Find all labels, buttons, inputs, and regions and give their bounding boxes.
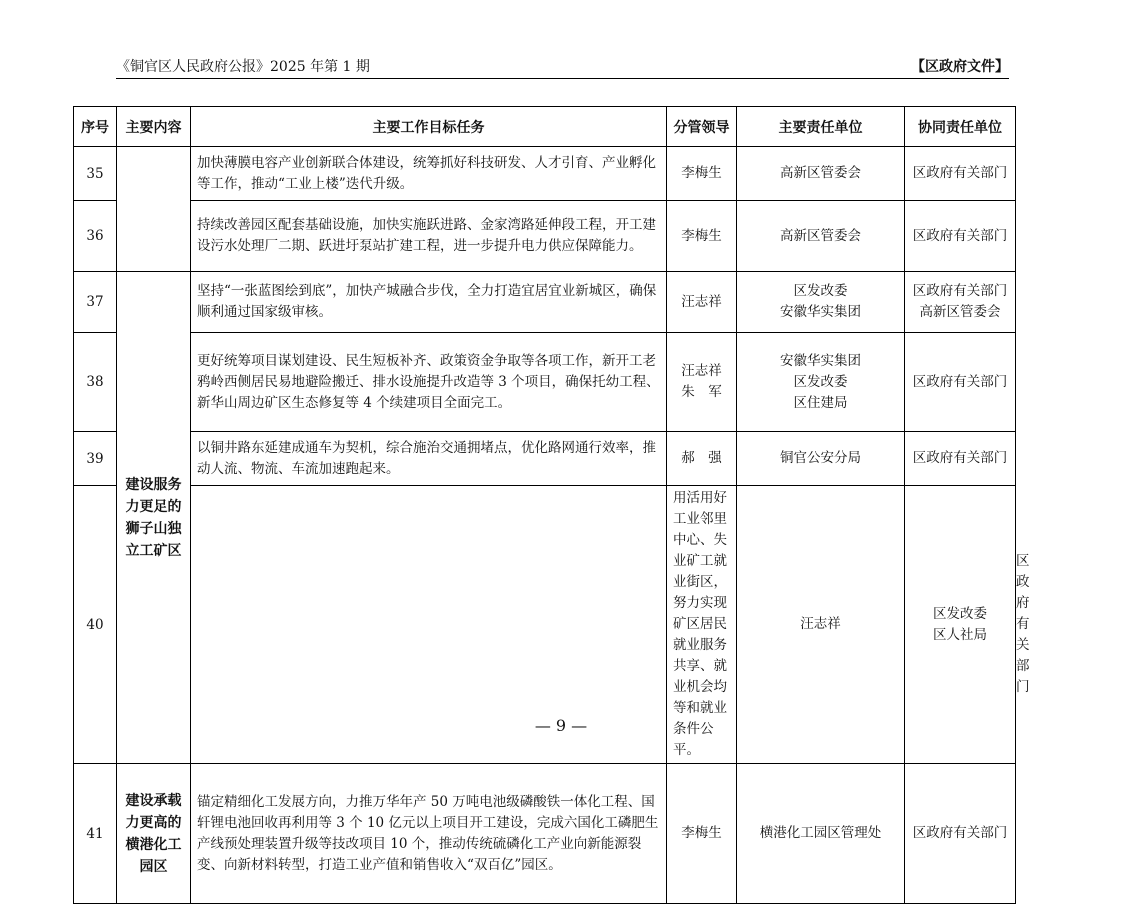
page-header (116, 52, 1009, 79)
table-row (74, 201, 1016, 272)
category-henggang-park: 建设承载力更高的横港化工园区 (117, 764, 191, 904)
row-unit (737, 333, 905, 432)
row-no: 39 (74, 432, 117, 486)
leader-name: 李梅生 (681, 165, 722, 181)
leader-name: 汪志祥 (800, 616, 841, 632)
row-unit (737, 272, 905, 333)
header-unit: 主要责任单位 (737, 107, 905, 147)
row-no: 38 (74, 333, 117, 432)
header-leader: 分管领导 (667, 107, 737, 147)
header-co: 协同责任单位 (905, 107, 1016, 147)
co-unit-name: 区政府有关部门 (912, 825, 1008, 841)
row-co (905, 272, 1016, 333)
table-row (74, 432, 1016, 486)
task-table (73, 106, 1030, 904)
co-unit-name: 区政府有关部门 (912, 373, 1008, 390)
unit-name: 安徽华实集团 (780, 304, 861, 320)
unit-name: 区发改委 (933, 605, 987, 622)
header-task: 主要工作目标任务 (191, 107, 667, 147)
unit-name: 区发改委 (793, 283, 848, 299)
table-row (74, 764, 1016, 904)
row-leader (667, 764, 737, 904)
co-unit-name: 区政府有关部门 (912, 165, 1008, 181)
row-no: 35 (74, 147, 117, 201)
table-row (74, 272, 1016, 333)
row-co (905, 333, 1016, 432)
row-unit (737, 147, 905, 201)
row-leader (667, 432, 737, 486)
leader-name: 汪志祥 (681, 293, 722, 310)
co-unit-name: 高新区管委会 (919, 304, 1001, 320)
leader-name: 郝 强 (681, 450, 722, 466)
unit-name: 横港化工园区管理处 (759, 825, 882, 841)
unit-name: 高新区管委会 (780, 227, 861, 244)
leader-name: 汪志祥 (681, 363, 722, 379)
row-no: 41 (74, 764, 117, 904)
co-unit-name: 区政府有关部门 (912, 227, 1008, 244)
unit-name: 区住建局 (793, 394, 848, 411)
row-task: 坚持“一张蓝图绘到底”，加快产城融合步伐，全力打造宜居宜业新城区，确保顺利通过国家级审核。 (191, 272, 667, 333)
leader-name: 李梅生 (681, 825, 722, 841)
row-unit (737, 764, 905, 904)
row-task: 持续改善园区配套基础设施，加快实施跃进路、金家湾路延伸段工程，开工建设污水处理厂二期、跃进圩泵站扩建工程，进一步提升电力供应保障能力。 (191, 201, 667, 272)
row-task: 锚定精细化工发展方向，力推万华年产 50 万吨电池级磷酸铁一体化工程、国轩锂电池回收再利用等 3 个 10 亿元以上项目开工建设，完成六国化工磷肥生产线预处理装置升级等技改项目 10 个，推动传统硫磷化工产业向新能源裂变、向新材料转型，打造工业产值和销售收入“双百亿”园区。 (191, 764, 667, 904)
page-number: — 9 — (534, 716, 588, 735)
unit-name: 铜官公安分局 (780, 450, 861, 466)
table-row (74, 147, 1016, 201)
leader-name: 朱 军 (681, 384, 722, 400)
bulletin-title: 《铜官区人民政府公报》2025 年第 1 期 (116, 59, 370, 75)
row-leader (667, 201, 737, 272)
row-co (905, 147, 1016, 201)
co-unit-name: 区政府有关部门 (912, 450, 1008, 466)
unit-name: 区人社局 (933, 626, 987, 643)
row-leader (667, 147, 737, 201)
row-task: 加快薄膜电容产业创新联合体建设，统筹抓好科技研发、人才引育、产业孵化等工作，推动“工业上楼”迭代升级。 (191, 147, 667, 201)
row-task: 更好统筹项目谋划建设、民生短板补齐、政策资金争取等各项工作，新开工老鸦岭西侧居民易地避险搬迁、排水设施提升改造等 3 个项目，确保托幼工程、新华山周边矿区生态修复等 4 个续建项目全面完工。 (191, 333, 667, 432)
category-cell-empty (117, 147, 191, 272)
row-co (905, 201, 1016, 272)
category-lion-mountain: 建设服务力更足的狮子山独立工矿区 (117, 272, 191, 764)
unit-name: 区发改委 (793, 373, 848, 390)
section-label: 【区政府文件】 (911, 59, 1009, 75)
table-row (74, 333, 1016, 432)
row-no: 36 (74, 201, 117, 272)
leader-name: 李梅生 (681, 227, 722, 244)
unit-name: 安徽华实集团 (780, 352, 861, 369)
row-no: 40 (74, 486, 117, 764)
row-leader (667, 333, 737, 432)
table-row: 40 用活用好工业邻里中心、失业矿工就业街区，努力实现矿区居民就业服务共享、就业机会均等和就业条件公平。 汪志祥 区发改委 区人社局 区政府有关部门 (74, 486, 1016, 764)
row-unit (737, 201, 905, 272)
row-task: 用活用好工业邻里中心、失业矿工就业街区，努力实现矿区居民就业服务共享、就业机会均等和就业条件公平。 (667, 486, 737, 764)
header-no: 序号 (74, 107, 117, 147)
co-unit-name: 区政府有关部门 (912, 283, 1008, 299)
unit-name: 高新区管委会 (780, 165, 861, 181)
row-task: 以铜井路东延建成通车为契机，综合施治交通拥堵点，优化路网通行效率，推动人流、物流、车流加速跑起来。 (191, 432, 667, 486)
table-header-row (74, 107, 1016, 147)
row-co (905, 764, 1016, 904)
row-co (905, 432, 1016, 486)
row-no: 37 (74, 272, 117, 333)
row-unit (737, 432, 905, 486)
header-content: 主要内容 (117, 107, 191, 147)
row-leader (667, 272, 737, 333)
